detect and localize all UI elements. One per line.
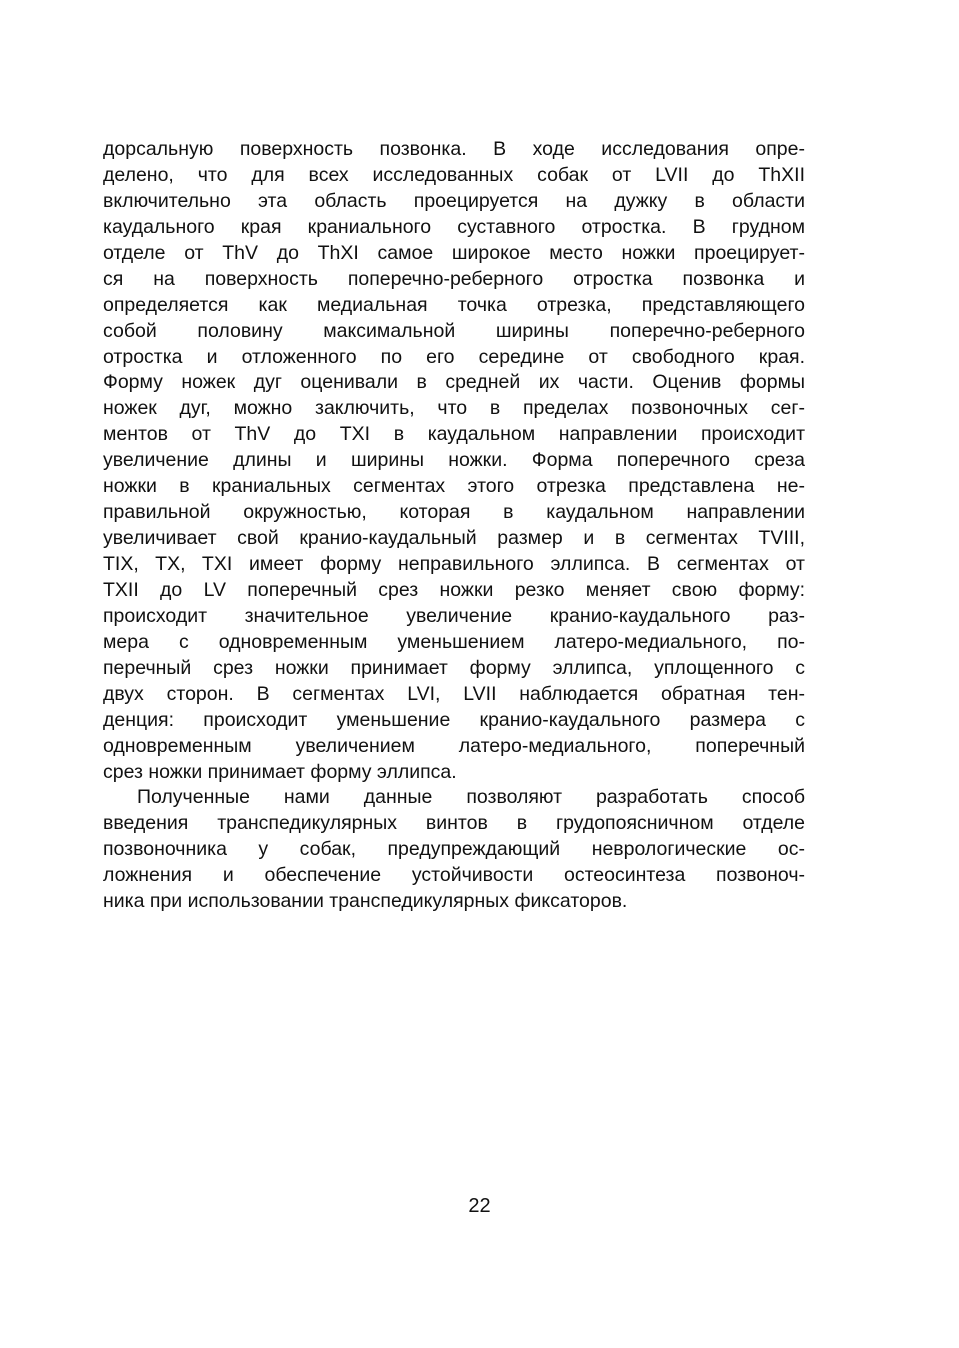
text-line: происходит значительное увеличение кранио-каудального раз- bbox=[103, 604, 805, 627]
page-number: 22 bbox=[468, 1195, 491, 1217]
text-line: ментов от ThV до TXI в каудальном направлении происходит bbox=[103, 423, 805, 446]
text-line: отростка и отложенного по его середине от свободного края. bbox=[103, 345, 805, 368]
text-line: делено, что для всех исследованных собак от LVII до ThXII bbox=[103, 163, 805, 186]
text-line: TXII до LV поперечный срез ножки резко меняет свою форму: bbox=[103, 578, 805, 601]
text-line: ножек дуг, можно заключить, что в пределах позвоночных сег- bbox=[103, 397, 805, 420]
paragraph-1 bbox=[103, 137, 805, 785]
text-line: перечный срез ножки принимает форму эллипса, уплощенного с bbox=[103, 656, 805, 679]
text-line: отделе от ThV до ThXI самое широкое место ножки проецирует- bbox=[103, 241, 805, 264]
text-line: мера с одновременным уменьшением латеро-медиального, по- bbox=[103, 630, 805, 653]
text-line: ся на поверхность поперечно-реберного отростка позвонка и bbox=[103, 267, 805, 290]
text-line: одновременным увеличением латеро-медиального, поперечный bbox=[103, 734, 805, 757]
text-line: двух сторон. В сегментах LVI, LVII наблюдается обратная тен- bbox=[103, 682, 805, 705]
text-line: включительно эта область проецируется на дужку в области bbox=[103, 189, 805, 212]
text-line: TIX, TX, TXI имеет форму неправильного эллипса. В сегментах от bbox=[103, 553, 805, 575]
paragraph-2 bbox=[103, 785, 805, 915]
text-line: увеличивает свой кранио-каудальный размер и в сегментах TVIII, bbox=[103, 527, 805, 550]
text-line: Форму ножек дуг оценивали в средней их части. Оценив формы bbox=[103, 371, 805, 394]
text-line: определяется как медиальная точка отрезка, представляющего bbox=[103, 293, 805, 316]
text-line: собой половину максимальной ширины поперечно-реберного bbox=[103, 319, 805, 342]
body-text bbox=[103, 137, 805, 915]
text-line: денция: происходит уменьшение кранио-каудального размера с bbox=[103, 708, 805, 731]
text-line: каудального края краниального суставного отростка. В грудном bbox=[103, 215, 805, 238]
text-line: ножки в краниальных сегментах этого отрезка представлена не- bbox=[103, 475, 805, 498]
text-line: позвоночника у собак, предупреждающий неврологические ос- bbox=[103, 838, 805, 861]
text-line: дорсальную поверхность позвонка. В ходе исследования опре- bbox=[103, 138, 805, 160]
text-line: срез ножки принимает форму эллипса. bbox=[103, 760, 457, 783]
text-line: ложнения и обеспечение устойчивости остеосинтеза позвоноч- bbox=[103, 864, 805, 887]
text-line: ника при использовании транспедикулярных фиксаторов. bbox=[103, 890, 628, 913]
text-line: Полученные нами данные позволяют разработать способ bbox=[137, 786, 805, 809]
text-line: введения транспедикулярных винтов в грудопоясничном отделе bbox=[103, 812, 805, 835]
text-line: правильной окружностью, которая в каудальном направлении bbox=[103, 501, 805, 524]
text-line: увеличение длины и ширины ножки. Форма поперечного среза bbox=[103, 449, 805, 472]
